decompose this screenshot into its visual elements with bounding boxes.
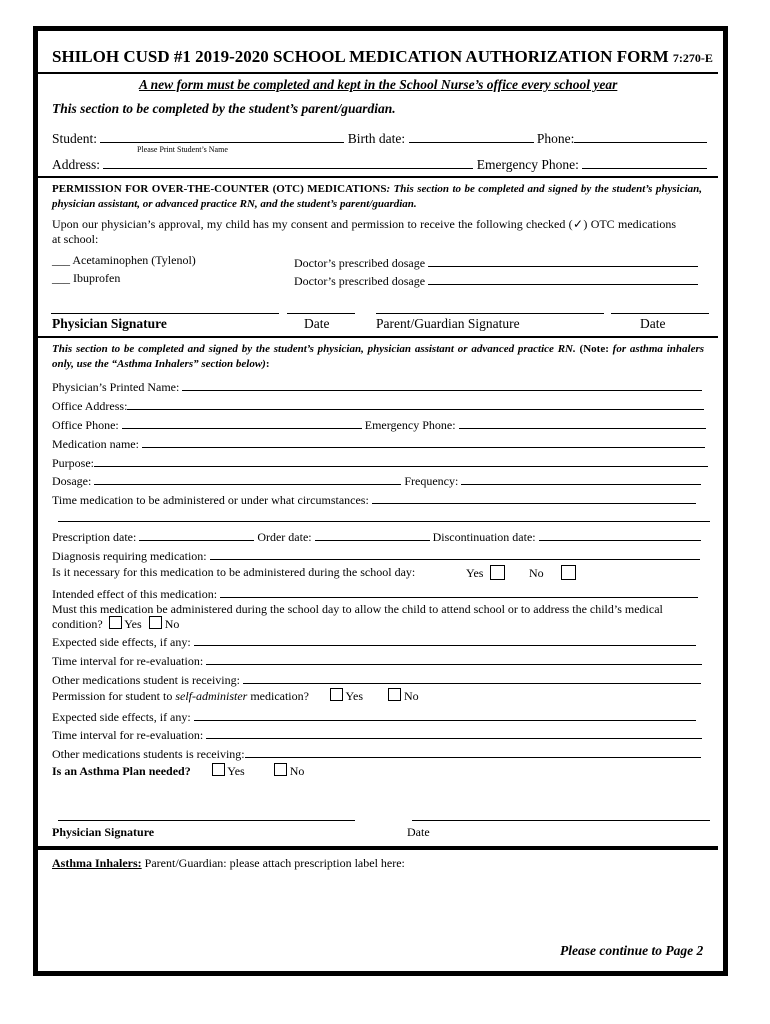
frequency-label: Frequency:	[404, 474, 459, 488]
office-phone-label: Office Phone:	[52, 418, 119, 432]
self-admin-yes-checkbox[interactable]	[330, 688, 343, 701]
emergency-phone-label: Emergency Phone:	[476, 157, 579, 172]
asthma-inhalers-label: Asthma Inhalers:	[52, 856, 142, 870]
office-phone-field[interactable]	[122, 415, 362, 429]
office-phone-row	[52, 415, 706, 433]
dosage-row	[52, 471, 701, 489]
time-admin-field[interactable]	[372, 490, 696, 504]
yes-label: Yes	[227, 764, 245, 778]
physician-intro	[52, 342, 704, 372]
intended-effect-field[interactable]	[220, 584, 698, 598]
physician-dosage-label: Dosage:	[52, 474, 92, 488]
self-admin-no-checkbox[interactable]	[388, 688, 401, 701]
address-label: Address:	[52, 157, 100, 172]
divider	[38, 72, 718, 74]
otc-med-ibuprofen[interactable]: ___ Ibuprofen	[52, 271, 121, 285]
otc-date-label-1: Date	[304, 316, 330, 331]
reeval-label-2: Time interval for re-evaluation:	[52, 728, 204, 742]
other-meds-field-2[interactable]	[245, 744, 701, 758]
asthma-plan-yes-checkbox[interactable]	[212, 763, 225, 776]
otc-dosage-field-1[interactable]	[428, 253, 698, 267]
side-effects-row	[52, 632, 696, 650]
time-admin-label: Time medication to be administered or under what circumstances:	[52, 493, 369, 507]
necessary-yes-option[interactable]	[466, 565, 505, 581]
note-text: for asthma inhalers only, use the “Asthma Inhalers” section below)	[52, 343, 705, 370]
medication-name-label: Medication name:	[52, 437, 139, 451]
reeval-row-2	[52, 725, 702, 743]
reeval-row	[52, 651, 702, 669]
otc-dosage-field-2[interactable]	[428, 271, 698, 285]
necessary-no-option[interactable]	[529, 565, 576, 581]
office-address-field[interactable]	[127, 396, 704, 410]
order-date-label: Order date:	[257, 530, 312, 544]
other-meds-row	[52, 670, 701, 688]
diagnosis-label: Diagnosis requiring medication:	[52, 549, 207, 563]
dosage-label: Doctor’s prescribed dosage	[294, 256, 426, 270]
otc-consent: Upon our physician’s approval, my child has my consent and permission to receive the following checked (✓) OTC medications at school:	[52, 217, 676, 246]
dates-row	[52, 527, 701, 545]
print-name-note: Please Print Student’s Name	[137, 145, 228, 154]
no-label: No	[289, 764, 305, 778]
dosage-label: Doctor’s prescribed dosage	[294, 274, 426, 288]
annual-notice: A new form must be completed and kept in the School Nurse’s office every school year	[139, 77, 618, 92]
otc-heading-title: PERMISSION FOR OVER-THE-COUNTER (OTC) MEDICATIONS	[52, 183, 387, 195]
asthma-plan-no-checkbox[interactable]	[274, 763, 287, 776]
necessary-yes-checkbox[interactable]	[490, 565, 505, 580]
physician-intro-text: This section to be completed and signed by the student’s physician, physician assistant or advanced practice RN.	[52, 343, 576, 355]
no-label: No	[404, 689, 419, 703]
address-row	[52, 155, 707, 173]
printed-name-field[interactable]	[182, 377, 702, 391]
reeval-field-2[interactable]	[206, 725, 702, 739]
order-date-field[interactable]	[315, 527, 430, 541]
medication-name-field[interactable]	[142, 434, 705, 448]
otc-med-acetaminophen[interactable]: ___ Acetaminophen (Tylenol)	[52, 253, 196, 267]
self-admin-post: medication?	[247, 689, 309, 703]
other-meds-label: Other medications student is receiving:	[52, 673, 240, 687]
no-label: No	[529, 566, 544, 580]
necessary-question: Is it necessary for this medication to be administered during the school day:	[52, 565, 416, 579]
thick-divider	[38, 846, 718, 850]
otc-heading-instructions: : This section to be completed and signed by the student’s physician, physician assistant, or advanced practice RN, and the student’s parent/guardian.	[52, 183, 702, 210]
side-effects-field-2[interactable]	[194, 707, 696, 721]
physician-date-line[interactable]	[412, 820, 710, 821]
physician-dosage-field[interactable]	[94, 471, 401, 485]
self-admin-em: self-administer	[175, 689, 248, 703]
otc-dosage-row-2	[294, 271, 698, 289]
parent-section-note: This section to be completed by the student’s parent/guardian.	[52, 101, 396, 116]
physician-emergency-phone-label: Emergency Phone:	[364, 418, 456, 432]
note-label: (Note:	[579, 343, 609, 355]
must-question	[52, 602, 704, 631]
birth-date-field[interactable]	[409, 129, 534, 143]
other-meds-row-2	[52, 744, 701, 762]
birth-date-label: Birth date:	[347, 131, 406, 146]
purpose-label: Purpose:	[52, 456, 94, 470]
office-address-row	[52, 396, 704, 414]
phone-field[interactable]	[574, 129, 707, 143]
diagnosis-field[interactable]	[210, 546, 700, 560]
intended-effect-label: Intended effect of this medication:	[52, 587, 218, 601]
other-meds-field[interactable]	[243, 670, 701, 684]
intended-effect-row	[52, 584, 698, 602]
divider	[38, 336, 718, 338]
printed-name-label: Physician’s Printed Name:	[52, 380, 180, 394]
otc-physician-signature-line[interactable]	[51, 313, 279, 314]
discontinuation-date-label: Discontinuation date:	[432, 530, 536, 544]
form-title	[52, 47, 713, 67]
otc-physician-signature-label: Physician Signature	[52, 316, 167, 331]
physician-date-label: Date	[407, 825, 430, 839]
yes-label: Yes	[124, 617, 142, 631]
must-question-text: Must this medication be administered during the school day to allow the child to attend school or to address the child’s medical condition?	[52, 602, 663, 631]
self-admin-row	[52, 688, 419, 704]
physician-signature-label: Physician Signature	[52, 825, 155, 839]
other-meds-label-2: Other medications students is receiving:	[52, 747, 245, 761]
student-name-field[interactable]	[100, 129, 344, 143]
side-effects-label-2: Expected side effects, if any:	[52, 710, 191, 724]
asthma-inhalers-text: Parent/Guardian: please attach prescription label here:	[141, 856, 405, 870]
printed-name-row	[52, 377, 702, 395]
reeval-field[interactable]	[206, 651, 702, 665]
prescription-label-area[interactable]	[52, 874, 702, 936]
otc-parent-date-line[interactable]	[611, 313, 709, 314]
necessary-no-checkbox[interactable]	[561, 565, 576, 580]
yes-label: Yes	[466, 566, 484, 580]
address-field[interactable]	[103, 155, 473, 169]
otc-heading	[52, 182, 702, 212]
form-title-text: SHILOH CUSD #1 2019-2020 SCHOOL MEDICATION AUTHORIZATION FORM	[52, 47, 669, 66]
diagnosis-row	[52, 546, 700, 564]
office-address-label: Office Address:	[52, 399, 128, 413]
prescription-date-label: Prescription date:	[52, 530, 137, 544]
yes-label: Yes	[345, 689, 363, 703]
time-admin-field-line-2[interactable]	[58, 521, 710, 522]
note-end: :	[265, 358, 270, 370]
must-yes-checkbox[interactable]	[109, 616, 122, 629]
purpose-field[interactable]	[94, 453, 708, 467]
otc-parent-signature-line[interactable]	[376, 313, 604, 314]
must-no-checkbox[interactable]	[149, 616, 162, 629]
no-label: No	[164, 617, 180, 631]
otc-parent-signature-label: Parent/Guardian Signature	[376, 316, 520, 331]
time-admin-row	[52, 490, 696, 508]
reeval-label: Time interval for re-evaluation:	[52, 654, 204, 668]
asthma-inhalers-row	[52, 856, 405, 871]
self-admin-pre: Permission for student to	[52, 689, 176, 703]
emergency-phone-field[interactable]	[582, 155, 707, 169]
phone-label: Phone:	[536, 131, 575, 146]
otc-date-label-2: Date	[640, 316, 666, 331]
physician-emergency-phone-field[interactable]	[459, 415, 706, 429]
continue-note: Please continue to Page 2	[560, 943, 704, 958]
form-code: 7:270-E	[672, 51, 713, 65]
otc-physician-date-line[interactable]	[287, 313, 355, 314]
frequency-field[interactable]	[461, 471, 701, 485]
otc-dosage-row-1	[294, 253, 698, 271]
divider	[38, 176, 718, 178]
side-effects-label: Expected side effects, if any:	[52, 635, 191, 649]
purpose-row	[52, 453, 708, 471]
physician-signature-line[interactable]	[58, 820, 355, 821]
discontinuation-date-field[interactable]	[539, 527, 701, 541]
prescription-date-field[interactable]	[139, 527, 254, 541]
medication-name-row	[52, 434, 705, 452]
student-label: Student:	[52, 131, 98, 146]
side-effects-row-2	[52, 707, 696, 725]
asthma-plan-question: Is an Asthma Plan needed?	[52, 764, 191, 778]
asthma-plan-row	[52, 763, 304, 779]
side-effects-field[interactable]	[194, 632, 696, 646]
